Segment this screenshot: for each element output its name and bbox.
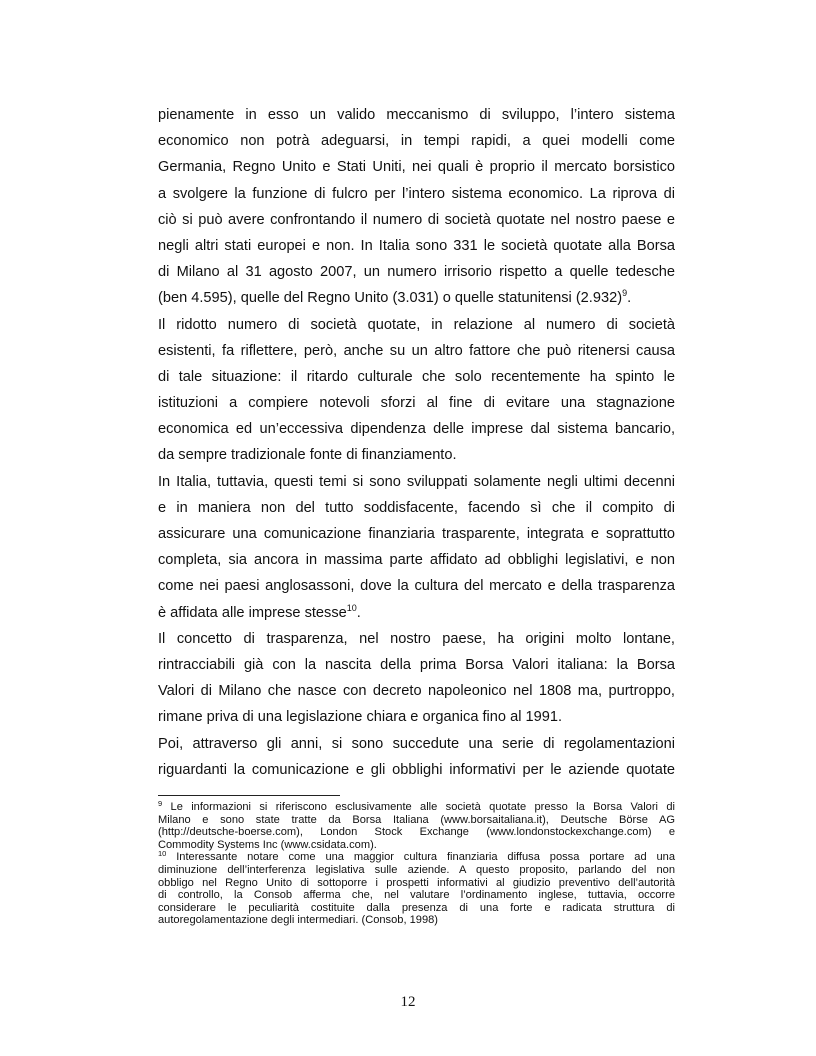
body-line bbox=[158, 600, 675, 626]
period: . bbox=[356, 604, 361, 621]
body-line: completa, sia ancora in massima parte affidato ad obblighi legislativi, e non bbox=[158, 552, 675, 569]
body-line: Poi, attraverso gli anni, si sono succedute una serie di regolamentazioni bbox=[158, 735, 675, 752]
body-line: di tale situazione: il ritardo culturale che solo recentemente ha spinto le bbox=[158, 368, 675, 385]
footnote-line: Commodity Systems Inc (www.csidata.com). bbox=[158, 838, 377, 851]
body-line-text: è affidata alle imprese stesse bbox=[158, 604, 347, 621]
body-line: a svolgere la funzione di fulcro per l’intero sistema economico. La riprova di bbox=[158, 185, 675, 202]
body-line: ciò si può avere confrontando il numero di società quotate nel nostro paese e bbox=[158, 211, 675, 228]
body-line: da sempre tradizionale fonte di finanziamento. bbox=[158, 447, 457, 464]
footnotes bbox=[158, 801, 675, 927]
footnote-line bbox=[158, 801, 675, 814]
footnote-ref-9: 9 bbox=[622, 288, 628, 299]
footnote-line: di controllo, la Consob afferma che, nel valutare l’ordinamento inglese, tuttavia, occorre bbox=[158, 889, 675, 902]
footnote-text: Le informazioni si riferiscono esclusivamente alle società quotate presso la Borsa Valori di bbox=[162, 801, 675, 813]
footnote-ref-10: 10 bbox=[346, 602, 357, 613]
footnote-marker-10: 10 bbox=[158, 849, 167, 859]
body-line: di Milano al 31 agosto 2007, un numero irrisorio rispetto a quelle tedesche bbox=[158, 264, 675, 281]
body-line: negli altri stati europei e non. In Italia sono 331 le società quotate alla Borsa bbox=[158, 237, 675, 254]
footnote-separator bbox=[158, 795, 340, 796]
body-line-text: (ben 4.595), quelle del Regno Unito (3.031) o quelle statunitensi (2.932) bbox=[158, 290, 623, 307]
body-line: pienamente in esso un valido meccanismo di sviluppo, l’intero sistema bbox=[158, 107, 675, 123]
body-text bbox=[158, 102, 675, 783]
body-line bbox=[158, 285, 675, 311]
body-line: rimane priva di una legislazione chiara e organica fino al 1991. bbox=[158, 709, 563, 726]
footnote-line: (http://deutsche-boerse.com), London Stock Exchange (www.londonstockexchange.com) e bbox=[158, 826, 675, 839]
page-number: 12 bbox=[400, 994, 416, 1010]
body-line: rintracciabili già con la nascita della prima Borsa Valori italiana: la Borsa bbox=[158, 656, 675, 673]
period: . bbox=[627, 290, 632, 307]
body-line: come nei paesi anglosassoni, dove la cultura del mercato e della trasparenza bbox=[158, 578, 675, 595]
body-line: riguardanti la comunicazione e gli obblighi informativi per le aziende quotate bbox=[158, 761, 675, 778]
footnote-line: autoregolamentazione degli intermediari. (Consob, 1998) bbox=[158, 914, 438, 927]
body-line: e in maniera non del tutto soddisfacente, facendo sì che il compito di bbox=[158, 499, 675, 516]
body-line: Germania, Regno Unito e Stati Uniti, nei quali è proprio il mercato borsistico bbox=[158, 159, 675, 176]
footnote-line bbox=[158, 851, 675, 864]
body-line: esistenti, fa riflettere, però, anche su un altro fattore che può ritenersi causa bbox=[158, 342, 675, 359]
body-line: istituzioni a compiere notevoli sforzi al fine di evitare una stagnazione bbox=[158, 395, 675, 412]
body-line: Valori di Milano che nasce con decreto napoleonico nel 1808 ma, purtroppo, bbox=[158, 683, 675, 700]
body-line: Il ridotto numero di società quotate, in relazione al numero di società bbox=[158, 316, 675, 333]
body-line: economica ed un’eccessiva dipendenza delle imprese dal sistema bancario, bbox=[158, 421, 675, 438]
footnote-line: Milano e sono state tratte da Borsa Italiana (www.borsaitaliana.it), Deutsche Börse AG bbox=[158, 813, 675, 826]
footnote-marker-9: 9 bbox=[158, 799, 163, 808]
footnote-line: diminuzione dell’interferenza legislativa sulle aziende. A questo proposito, parlando del non bbox=[158, 863, 675, 876]
body-line: economico non potrà adeguarsi, in tempi rapidi, a quei modelli come bbox=[158, 133, 675, 150]
footnote-line: considerare le peculiarità costituite dalla presenza di una forte e radicata struttura di bbox=[158, 901, 675, 914]
footnote-line: obbligo nel Regno Unito di sottoporre i prospetti informativi al giudizio preventivo dell’autorità bbox=[158, 876, 675, 889]
footnote-text: Interessante notare come una maggior cultura finanziaria diffusa possa portare ad una bbox=[166, 851, 675, 864]
body-line: Il concetto di trasparenza, nel nostro paese, ha origini molto lontane, bbox=[158, 630, 675, 647]
body-line: In Italia, tuttavia, questi temi si sono sviluppati solamente negli ultimi decenni bbox=[158, 473, 675, 490]
body-line: assicurare una comunicazione finanziaria trasparente, integrata e soprattutto bbox=[158, 526, 675, 542]
